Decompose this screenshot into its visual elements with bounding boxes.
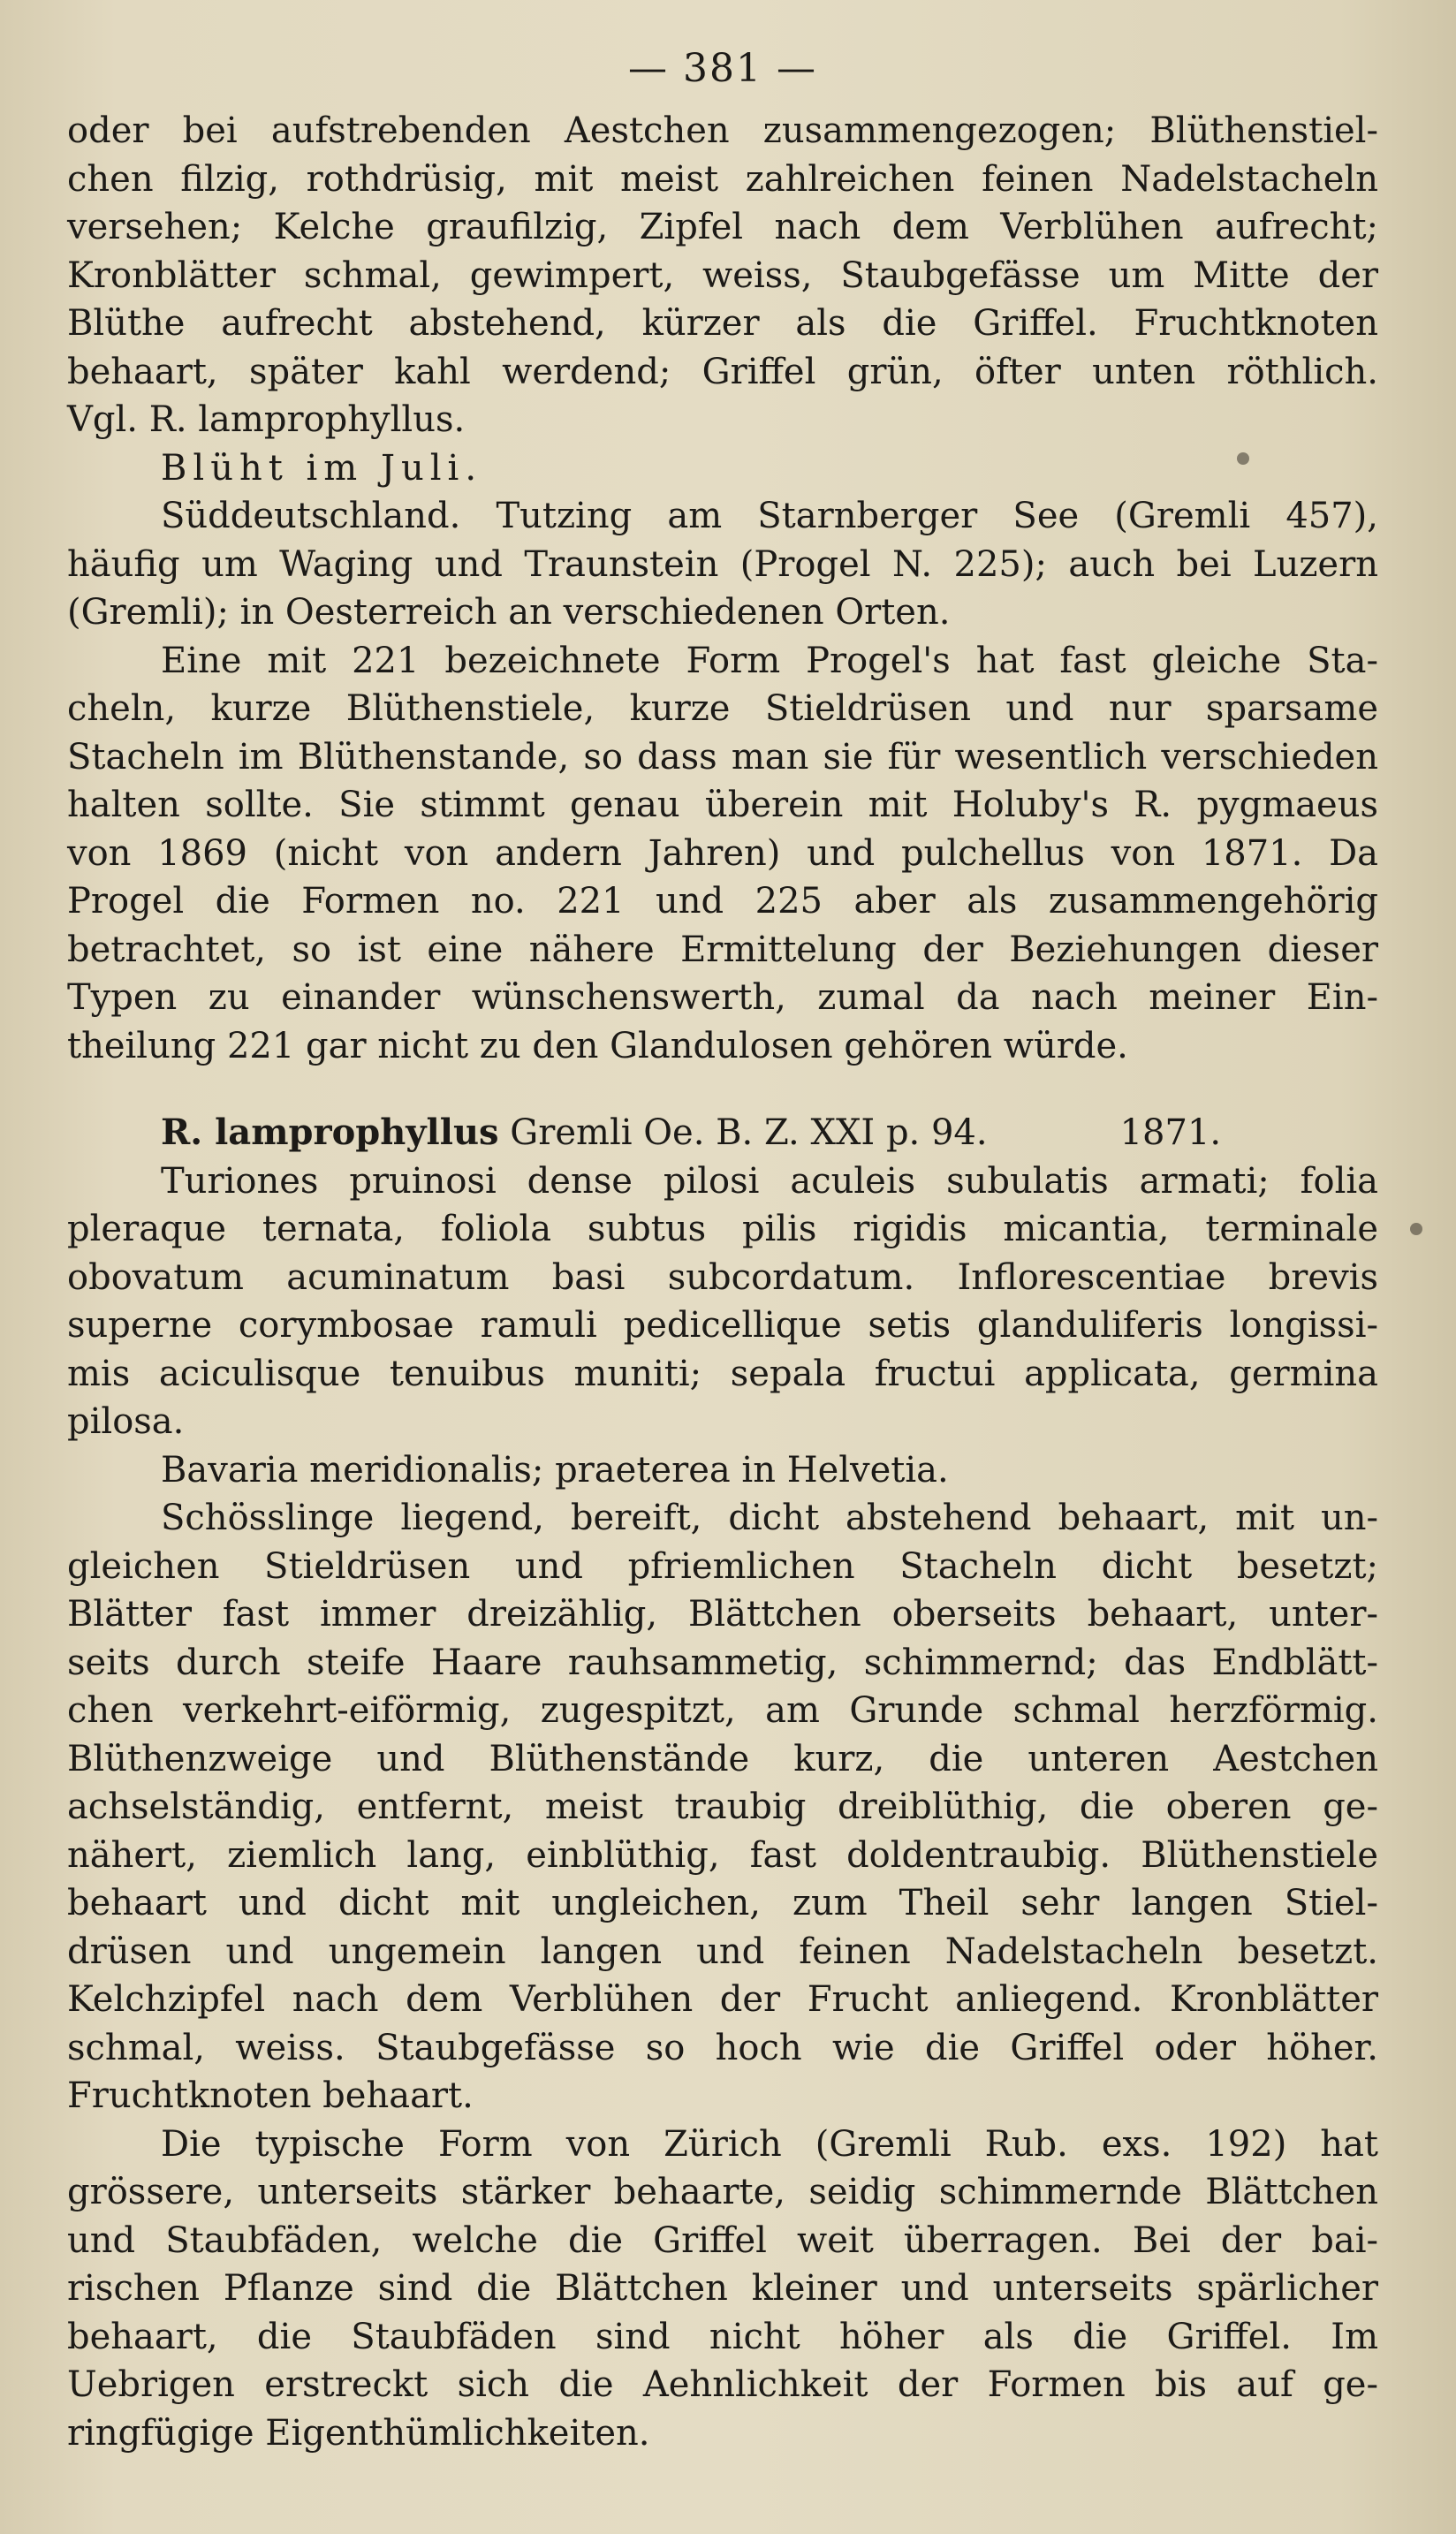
species-heading: [67, 1109, 1378, 1157]
text-line: halten sollte. Sie stimmt genau überein mit Holuby's R. pygmaeus: [67, 785, 1378, 825]
text-line: grössere, unterseits stärker behaarte, seidig schimmernde Blättchen: [67, 2172, 1378, 2212]
text-line: Bavaria meridionalis; praeterea in Helvetia.: [161, 1449, 949, 1491]
text-line: Progel die Formen no. 221 und 225 aber als zusammengehörig: [67, 881, 1378, 922]
text-line: superne corymbosae ramuli pedicellique setis glanduliferis longissi-: [67, 1305, 1378, 1346]
text-line: rischen Pflanze sind die Blättchen kleiner und unterseits spärlicher: [67, 2268, 1378, 2309]
text-line: mis aciculisque tenuibus muniti; sepala fructui applicata, germina: [67, 1353, 1378, 1394]
section-1: [67, 107, 1378, 1070]
text-line: Blätter fast immer dreizählig, Blättchen oberseits behaart, unter-: [67, 1594, 1378, 1635]
text-line: von 1869 (nicht von andern Jahren) und pulchellus von 1871. Da: [67, 832, 1378, 874]
species-citation: Gremli Oe. B. Z. XXI p. 94.: [498, 1112, 988, 1153]
text-line: Fruchtknoten behaart.: [67, 2075, 474, 2116]
text-line: behaart und dicht mit ungleichen, zum Theil sehr langen Stiel-: [67, 1883, 1378, 1923]
text-line: Uebrigen erstreckt sich die Aehnlichkeit der Formen bis auf ge-: [67, 2364, 1378, 2405]
ink-spot: [1237, 452, 1249, 465]
text-line: achselständig, entfernt, meist traubig dreiblüthig, die oberen ge-: [67, 1787, 1378, 1827]
text-line: pleraque ternata, foliola subtus pilis rigidis micantia, terminale: [67, 1209, 1378, 1249]
text-line: behaart, später kahl werdend; Griffel grün, öfter unten röthlich.: [67, 351, 1378, 392]
text-line: Stacheln im Blüthenstande, so dass man sie für wesentlich verschieden: [67, 736, 1378, 778]
text-line: Vgl. R. lamprophyllus.: [67, 399, 466, 440]
text-line: chen filzig, rothdrüsig, mit meist zahlreichen feinen Nadelstacheln: [67, 158, 1378, 200]
page-number: — 381 —: [628, 46, 817, 91]
ink-spot: [1410, 1223, 1422, 1235]
text-line: oder bei aufstrebenden Aestchen zusammengezogen; Blüthenstiel-: [67, 110, 1378, 151]
text-line: Kelchzipfel nach dem Verblühen der Frucht anliegend. Kronblätter: [67, 1979, 1378, 2020]
section-2: [67, 1109, 1378, 2457]
text-line: Schösslinge liegend, bereift, dicht abstehend behaart, mit un-: [161, 1498, 1378, 1538]
text-line: Turiones pruinosi dense pilosi aculeis subulatis armati; folia: [161, 1160, 1378, 1202]
text-line: theilung 221 gar nicht zu den Glandulosen gehören würde.: [67, 1025, 1128, 1066]
text-line: Blüthenzweige und Blüthenstände kurz, die unteren Aestchen: [67, 1738, 1378, 1779]
species-name: R. lamprophyllus: [161, 1111, 499, 1153]
text-line: behaart, die Staubfäden sind nicht höher als die Griffel. Im: [67, 2316, 1378, 2357]
text-line: Eine mit 221 bezeichnete Form Progel's hat fast gleiche Sta-: [161, 640, 1378, 681]
text-line: pilosa.: [67, 1401, 185, 1442]
species-year: 1871.: [1119, 1112, 1222, 1153]
text-line: seits durch steife Haare rauhsammetig, schimmernd; das Endblätt-: [67, 1642, 1378, 1683]
text-line: Blüthe aufrecht abstehend, kürzer als die Griffel. Fruchtknoten: [67, 303, 1378, 344]
text-line: betrachtet, so ist eine nähere Ermittelung der Beziehungen dieser: [67, 929, 1378, 970]
text-line: nähert, ziemlich lang, einblüthig, fast doldentraubig. Blüthenstiele: [67, 1834, 1378, 1876]
text-line: Süddeutschland. Tutzing am Starnberger See (Gremli 457),: [161, 496, 1378, 536]
flowering-note: Blüht im Juli.: [161, 447, 483, 489]
text-line: Kronblätter schmal, gewimpert, weiss, Staubgefässe um Mitte der: [67, 254, 1378, 296]
text-line: und Staubfäden, welche die Griffel weit überragen. Bei der bai-: [67, 2219, 1378, 2261]
text-line: gleichen Stieldrüsen und pfriemlichen Stacheln dicht besetzt;: [67, 1545, 1378, 1587]
text-line: obovatum acuminatum basi subcordatum. Inflorescentiae brevis: [67, 1256, 1378, 1298]
text-line: häufig um Waging und Traunstein (Progel N. 225); auch bei Luzern: [67, 543, 1378, 585]
text-line: Typen zu einander wünschenswerth, zumal da nach meiner Ein-: [67, 977, 1378, 1018]
text-line: (Gremli); in Oesterreich an verschiedenen Orten.: [67, 592, 951, 633]
text-line: chen verkehrt-eiförmig, zugespitzt, am Grunde schmal herzförmig.: [67, 1690, 1378, 1731]
text-line: Die typische Form von Zürich (Gremli Rub. exs. 192) hat: [161, 2123, 1378, 2165]
text-line: drüsen und ungemein langen und feinen Nadelstacheln besetzt.: [67, 1931, 1378, 1972]
text-line: ringfügige Eigenthümlichkeiten.: [67, 2412, 650, 2454]
text-line: cheln, kurze Blüthenstiele, kurze Stieldrüsen und nur sparsame: [67, 688, 1378, 729]
text-line: schmal, weiss. Staubgefässe so hoch wie die Griffel oder höher.: [67, 2027, 1378, 2068]
text-line: versehen; Kelche graufilzig, Zipfel nach dem Verblühen aufrecht;: [67, 207, 1378, 247]
